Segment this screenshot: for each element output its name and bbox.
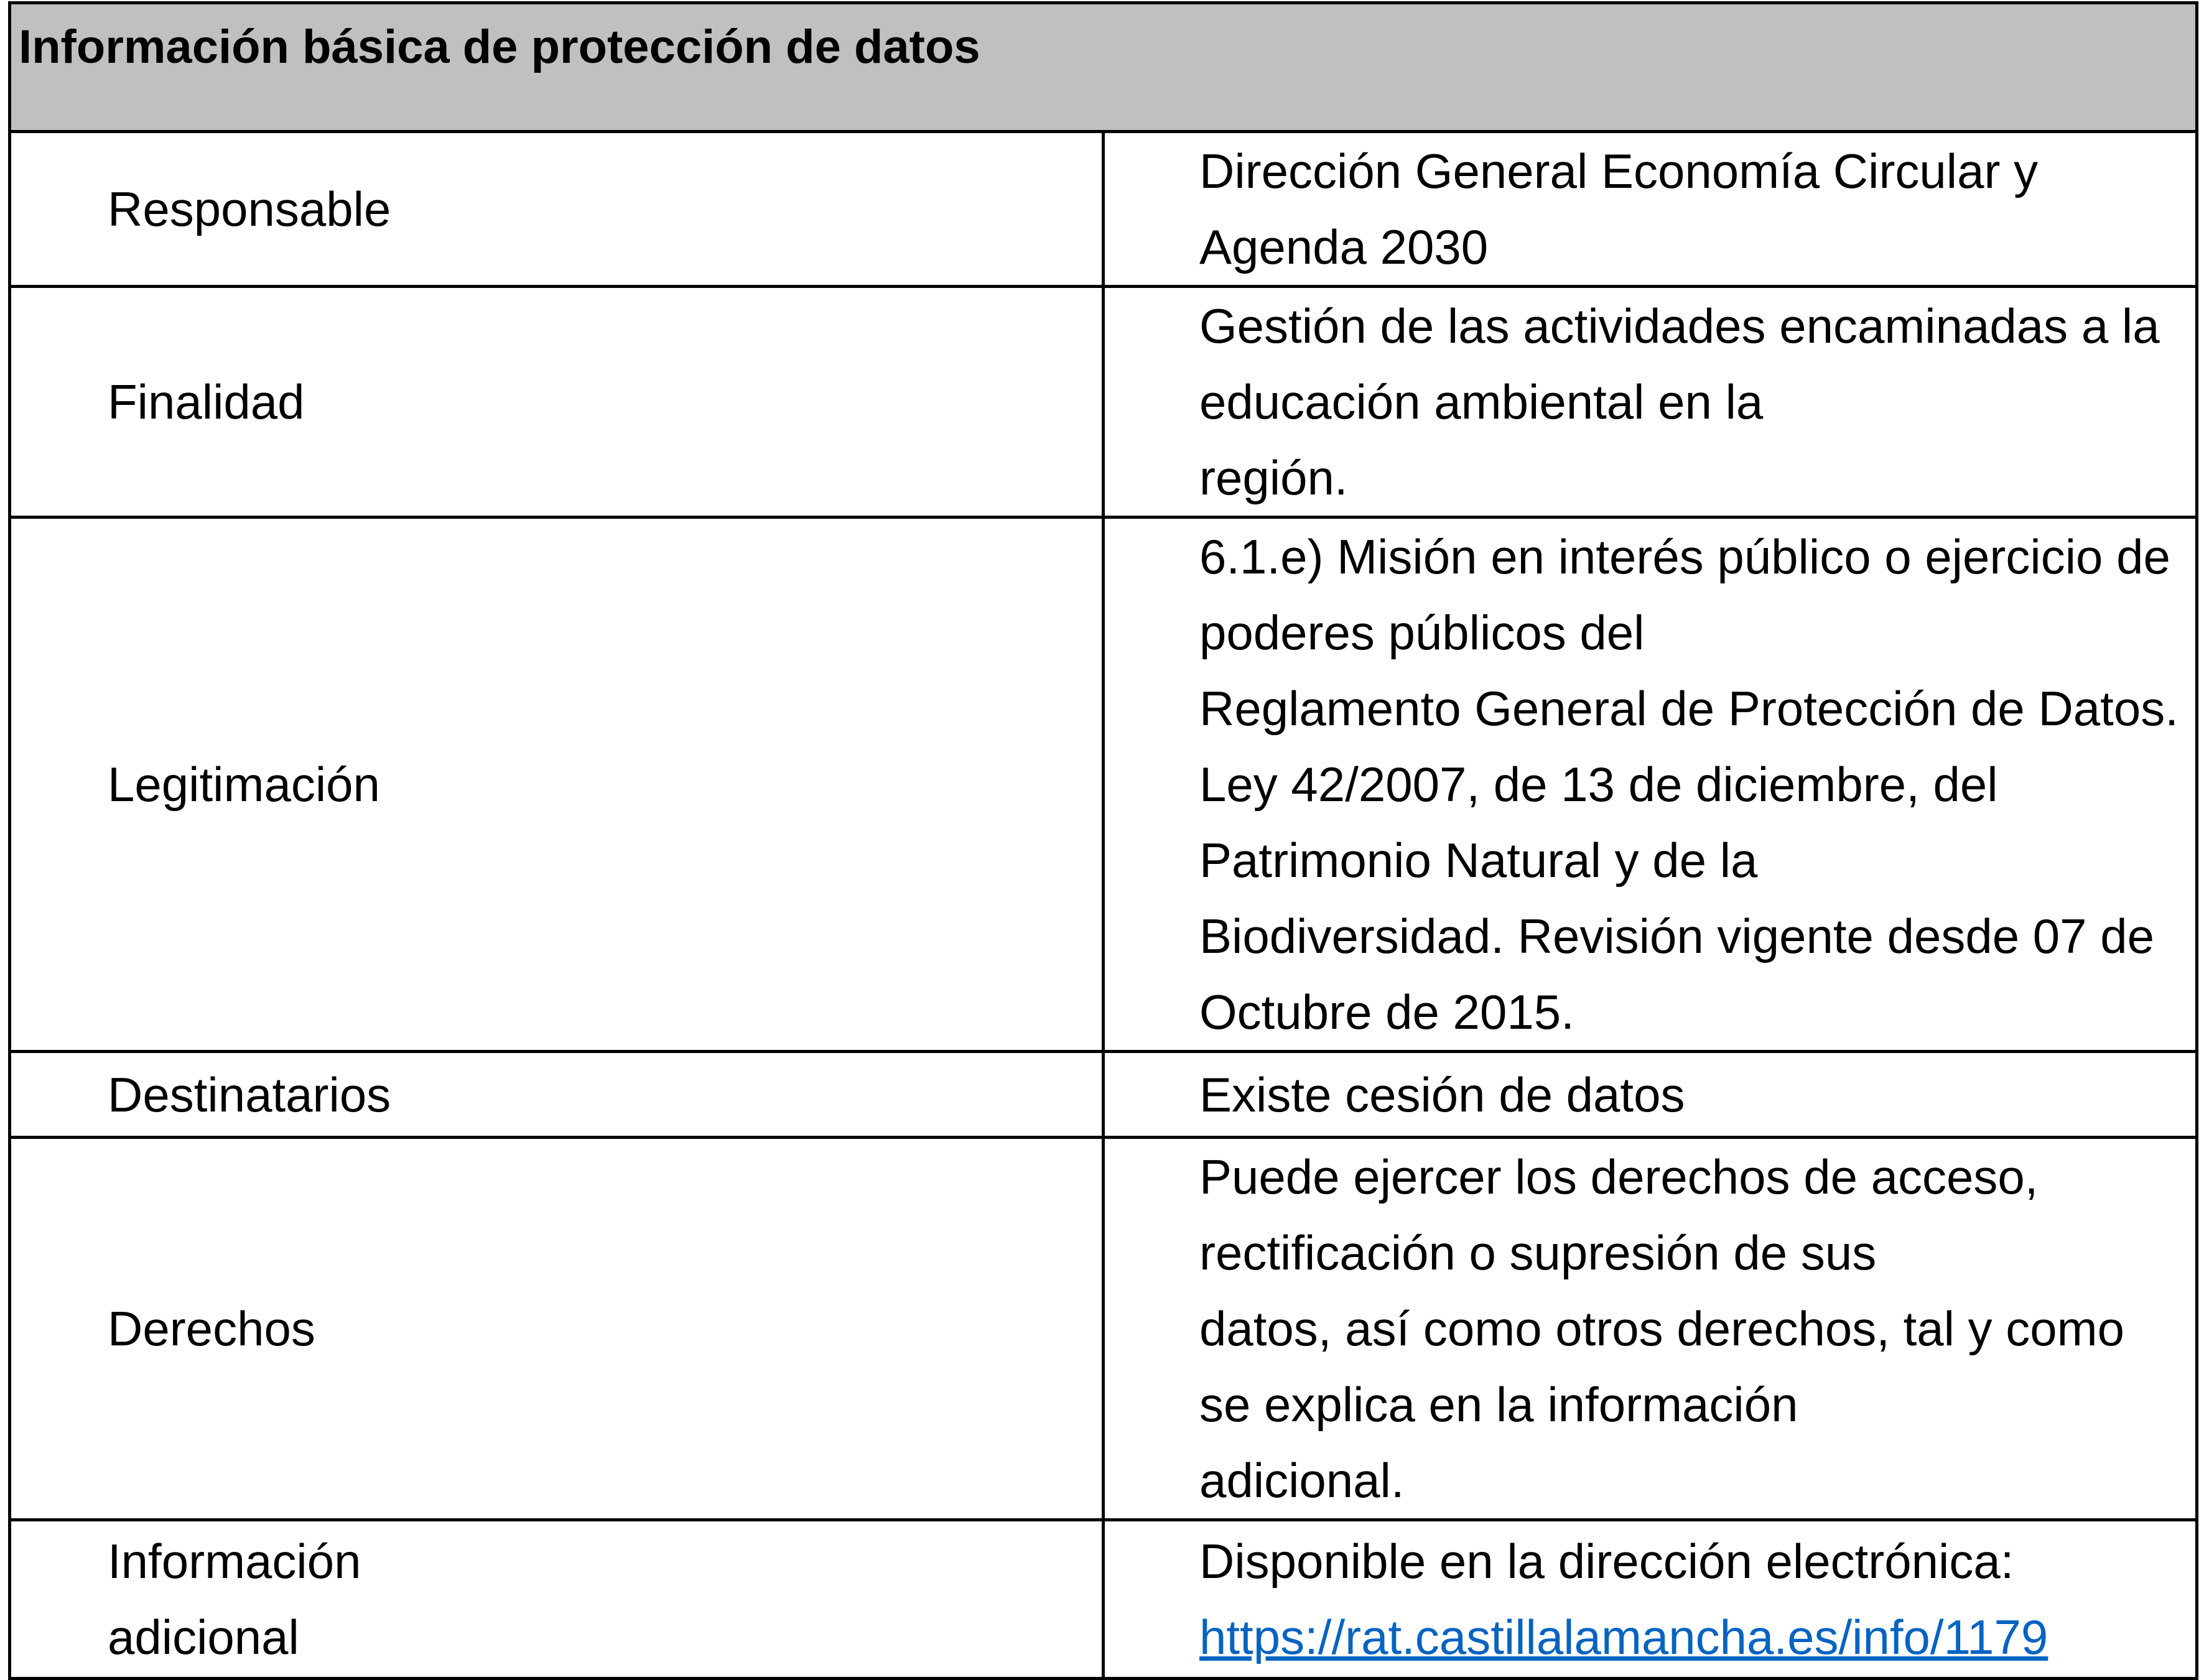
table-row-legitimacion	[10, 517, 2197, 1052]
row-value-line: Ley 42/2007, de 13 de diciembre, del Patrimonio Natural y de la	[1199, 757, 1998, 888]
table-row-destinatarios	[10, 1052, 2197, 1138]
row-value-line: datos, así como otros derechos, tal y como se explica en la información	[1199, 1301, 2125, 1432]
row-label: Información	[108, 1534, 361, 1589]
row-value-line: Existe cesión de datos	[1199, 1067, 1685, 1122]
row-label-cell	[10, 1052, 1104, 1138]
row-value-line: adicional.	[1199, 1453, 1405, 1508]
table-header-cell	[10, 3, 2197, 132]
row-label: Derechos	[108, 1301, 315, 1356]
row-label-cell	[10, 1520, 1104, 1679]
row-value-cell	[1104, 1520, 2197, 1679]
table-row-responsable	[10, 132, 2197, 287]
row-label: Legitimación	[108, 757, 380, 812]
row-value-cell	[1104, 287, 2197, 517]
row-label: Finalidad	[108, 374, 305, 429]
row-label-cell	[10, 287, 1104, 517]
row-value-line: Disponible en la dirección electrónica:	[1199, 1534, 2014, 1589]
row-value-line: región.	[1199, 450, 1348, 505]
table-row-informacion-adicional	[10, 1520, 2197, 1679]
row-label-cell	[10, 517, 1104, 1052]
row-value-cell	[1104, 1138, 2197, 1520]
row-value-cell	[1104, 1052, 2197, 1138]
info-link[interactable]: https://rat.castillalamancha.es/info/1179	[1199, 1610, 2048, 1664]
row-label-cell	[10, 1138, 1104, 1520]
data-protection-table	[8, 1, 2198, 1680]
row-label-cell	[10, 132, 1104, 287]
table-row-derechos	[10, 1138, 2197, 1520]
row-value-cell	[1104, 132, 2197, 287]
row-value-line: Gestión de las actividades encaminadas a la educación ambiental en la	[1199, 299, 2160, 429]
table-header-row	[10, 3, 2197, 132]
row-label: Responsable	[108, 182, 391, 236]
row-value-cell	[1104, 517, 2197, 1052]
table-title: Información básica de protección de datos	[19, 21, 980, 73]
row-value-line: Biodiversidad. Revisión vigente desde 07 de Octubre de 2015.	[1199, 909, 2154, 1039]
row-label: Destinatarios	[108, 1067, 391, 1122]
row-label: adicional	[108, 1610, 299, 1664]
row-value-line: Dirección General Economía Circular y Agenda 2030	[1199, 144, 2039, 274]
row-value-line: Reglamento General de Protección de Datos.	[1199, 681, 2178, 736]
table-row-finalidad	[10, 287, 2197, 517]
row-value-line: 6.1.e) Misión en interés público o ejercicio de poderes públicos del	[1199, 529, 2170, 660]
row-value-line: Puede ejercer los derechos de acceso, rectificación o supresión de sus	[1199, 1149, 2039, 1280]
